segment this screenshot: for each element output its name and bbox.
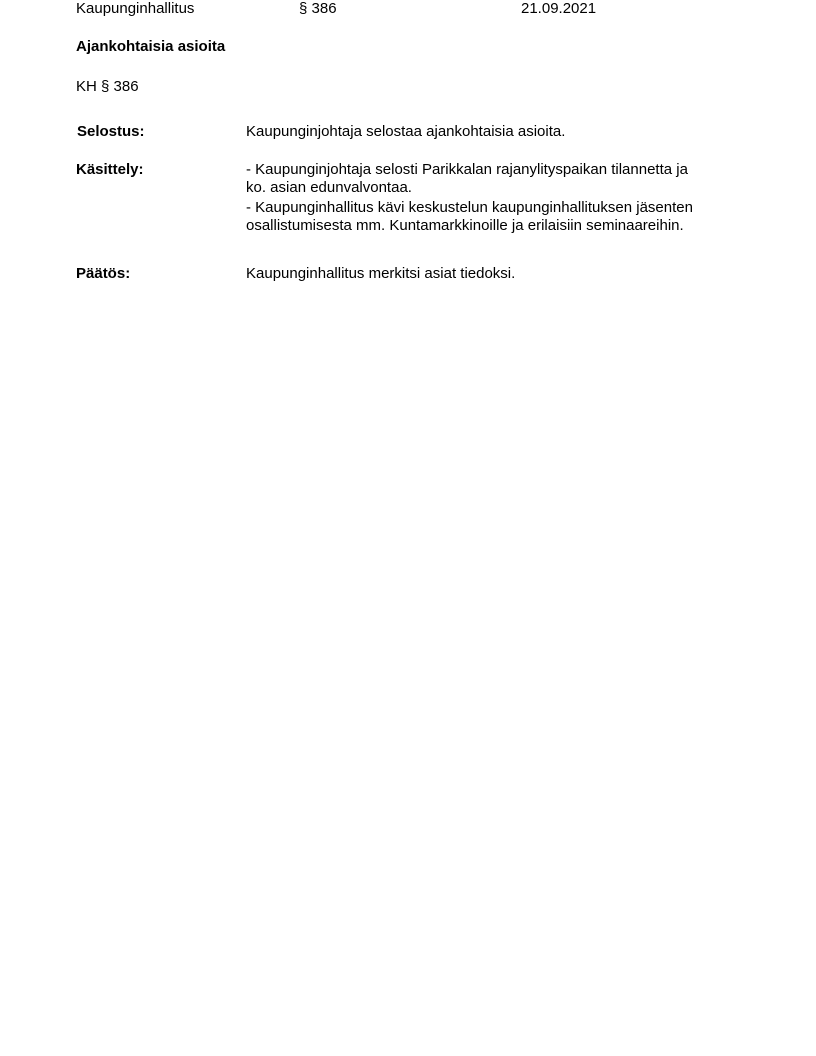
kasittely-line-1: - Kaupunginjohtaja selosti Parikkalan rajanylityspaikan tilannetta ja xyxy=(246,161,688,178)
paatos-text: Kaupunginhallitus merkitsi asiat tiedoksi. xyxy=(246,265,516,282)
kasittely-line-4: osallistumisesta mm. Kuntamarkkinoille ja erilaisiin seminaareihin. xyxy=(246,217,684,234)
header-organization: Kaupunginhallitus xyxy=(76,0,195,17)
header-date: 21.09.2021 xyxy=(521,0,597,17)
document-title: Ajankohtaisia asioita xyxy=(76,38,226,55)
selostus-label: Selostus: xyxy=(77,123,145,140)
selostus-text: Kaupunginjohtaja selostaa ajankohtaisia asioita. xyxy=(246,123,566,140)
kasittely-line-3: - Kaupunginhallitus kävi keskustelun kaupunginhallituksen jäsenten xyxy=(246,199,693,216)
document-reference: KH § 386 xyxy=(76,78,139,95)
kasittely-label: Käsittely: xyxy=(76,161,144,178)
kasittely-line-2: ko. asian edunvalvontaa. xyxy=(246,179,412,196)
header-section-number: § 386 xyxy=(299,0,337,17)
kasittely-text xyxy=(246,161,746,235)
paatos-label: Päätös: xyxy=(76,265,131,282)
